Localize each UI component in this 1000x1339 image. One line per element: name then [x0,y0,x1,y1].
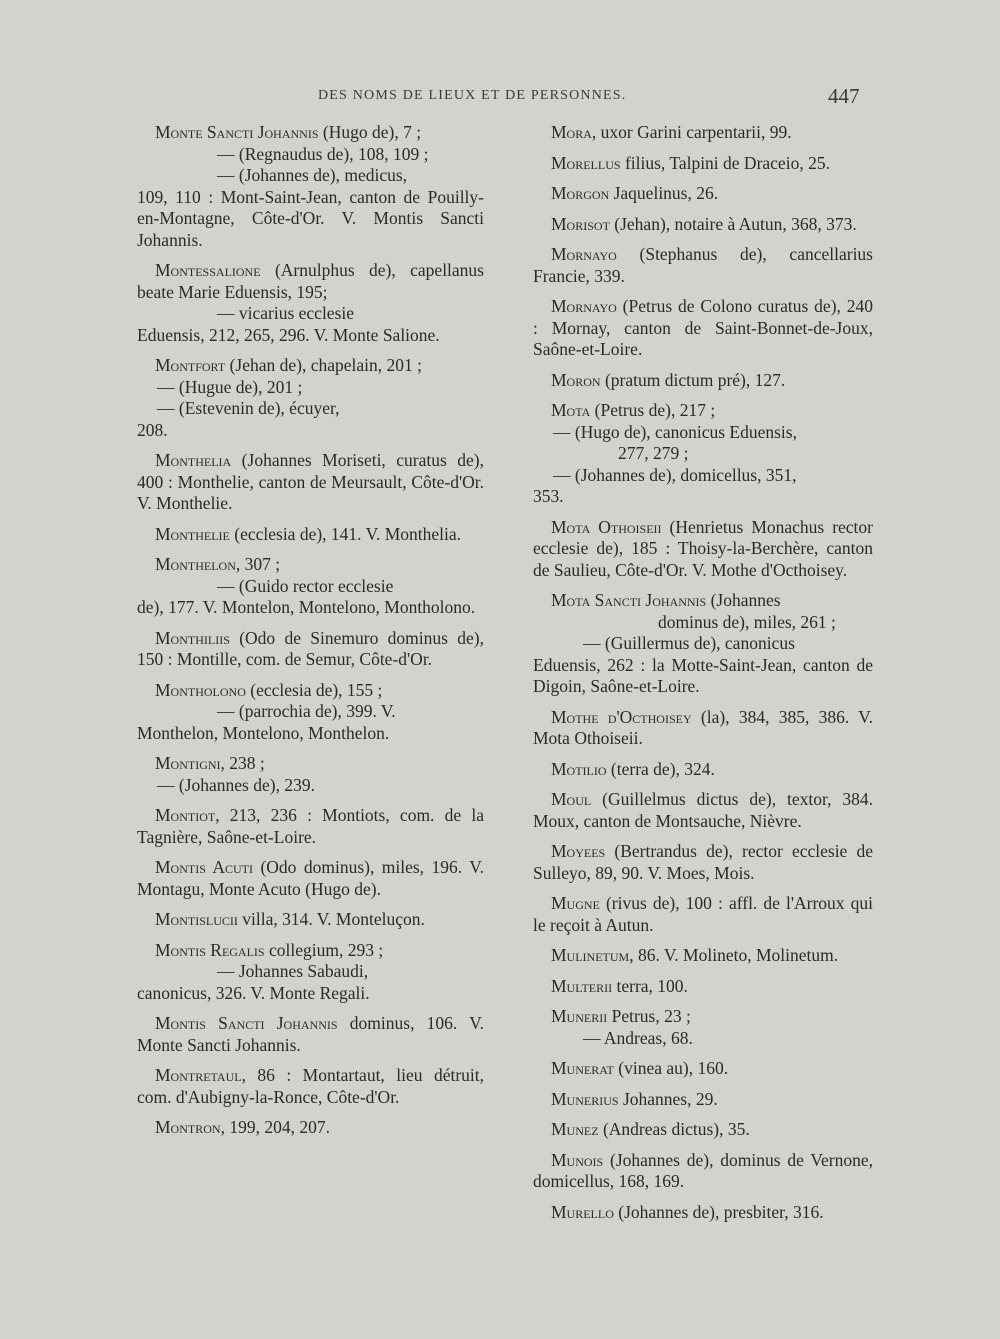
index-entry: Monthelon, 307 ; — (Guido rector ecclesie de), 177. V. Montelon, Montelono, Montholono. [137,554,484,619]
sub-entry: — (Johannes de), domicellus, 351, [553,464,797,485]
sub-entry: — (Estevenin de), écuyer, [157,398,340,418]
index-entry: Munez (Andreas dictus), 35. [551,1119,750,1139]
index-entry: Monthelia (Johannes Moriseti, curatus de), 400 : Monthelie, canton de Meursault, Côte-d'Or. V. Monthelie. [137,450,484,513]
index-entry: Morisot (Jehan), notaire à Autun, 368, 373. [551,213,857,234]
index-entry: Mota Sancti Johannis (Johannes dominus de), miles, 261 ; — (Guillermus de), canonicus Eduensis, 262 : la Motte-Saint-Jean, canton de Digoin, Saône-et-Loire. [533,590,873,696]
entry-head: Mornayo [551,244,617,264]
index-entry: Moul (Guillelmus dictus de), textor, 384. Moux, canton de Montsauche, Nièvre. [533,789,873,831]
sub-entry: — (Johannes de), medicus, [217,165,408,185]
entry-head: Monthelie [155,523,230,544]
entry-head: Morgon [551,183,610,203]
index-entry: Mota Othoiseii (Henrietus Monachus rector ecclesie de), 185 : Thoisy-la-Berchère, canton de Saulieu, Côte-d'Or. V. Mothe d'Octhoisey. [533,516,873,580]
sub-entry: — vicarius ecclesie [217,303,355,323]
entry-head: Montislucii [155,909,238,929]
entry-head: Morellus [551,152,621,173]
index-entry: Monthiliis (Odo de Sinemuro dominus de), 150 : Montille, com. de Semur, Côte-d'Or. [137,627,484,669]
entry-head: Mothe d'Octhoisey [551,706,692,727]
entry-head: Monte Sancti Johannis [155,122,319,142]
running-header: DES NOMS DE LIEUX ET DE PERSONNES. [318,88,627,103]
index-entry: Moron (pratum dictum pré), 127. [551,369,786,390]
index-entry: Munerii Petrus, 23 ; — Andreas, 68. [533,1006,873,1049]
entry-head: Monthelon [155,554,236,574]
index-entry: Mora, uxor Garini carpentarii, 99. [551,122,792,142]
entry-head: Mota [551,400,591,420]
entry-head: Mota Sancti Johannis [551,590,707,610]
index-entry: Mota (Petrus de), 217 ; — (Hugo de), canonicus Eduensis, 277, 279 ; — (Johannes de), domicellus, 351, 353. [533,400,873,508]
index-entry: Munerius Johannes, 29. [551,1088,718,1109]
entry-head: Mota Othoiseii [551,516,662,537]
index-entry: Montfort (Jehan de), chapelain, 201 ; — (Hugue de), 201 ; — (Estevenin de), écuyer, 208. [137,355,484,441]
entry-head: Munois [551,1149,604,1170]
index-entry: Morellus filius, Talpini de Draceio, 25. [551,152,830,173]
entry-head: Munez [551,1119,599,1139]
sub-entry: — (Guido rector ecclesie [217,575,394,596]
entry-head: Monthiliis [155,627,230,648]
entry-head: Montis Acuti [155,857,253,877]
entry-head: Multerii [551,975,613,996]
entry-head: Moron [551,369,601,390]
index-entry: Montron, 199, 204, 207. [155,1117,330,1137]
entry-head: Motilio [551,758,607,779]
index-entry: Montretaul, 86 : Montartaut, lieu détruit, com. d'Aubigny-la-Ronce, Côte-d'Or. [137,1065,484,1107]
entry-head: Montiot [155,805,216,825]
index-entry: Monte Sancti Johannis (Hugo de), 7 ; — (Regnaudus de), 108, 109 ; — (Johannes de), medicus, 109, 110 : Mont-Saint-Jean, canton de Pouilly-en-Montagne, Côte-d'Or. V. Montis Sancti Johannis. [137,122,484,250]
entry-head: Munerius [551,1088,619,1109]
index-entry: Montigni, 238 ; — (Johannes de), 239. [137,753,484,796]
entry-head: Murello [551,1201,614,1222]
entry-head: Munerat [551,1058,614,1078]
entry-head: Montfort [155,355,226,375]
page-number: 447 [828,84,860,108]
sub-entry: — Johannes Sabaudi, [217,961,369,981]
entry-head: Monthelia [155,450,232,470]
entry-head: Montholono [155,679,246,700]
entry-head: Mulinetum [551,945,630,965]
entry-head: Morisot [551,213,610,234]
entry-head: Montretaul [155,1065,242,1085]
index-entry: Motilio (terra de), 324. [551,758,715,779]
entry-head: Mugne [551,893,600,913]
index-entry: Mothe d'Octhoisey (la), 384, 385, 386. V. Mota Othoiseii. [533,706,873,748]
index-entry: Mulinetum, 86. V. Molineto, Molinetum. [551,945,839,965]
index-entry: Mornayo (Stephanus de), cancellarius Francie, 339. [533,244,873,286]
index-entry: Munois (Johannes de), dominus de Vernone, domicellus, 168, 169. [533,1149,873,1191]
sub-entry: — Andreas, 68. [583,1027,693,1048]
entry-head: Munerii [551,1006,608,1026]
sub-entry: — (Regnaudus de), 108, 109 ; [217,143,429,164]
index-entry: Munerat (vinea au), 160. [551,1058,729,1078]
index-entry: Moyees (Bertrandus de), rector ecclesie de Sulleyo, 89, 90. V. Moes, Mois. [533,841,873,883]
index-entry: Montiot, 213, 236 : Montiots, com. de la Tagnière, Saône-et-Loire. [137,805,484,847]
index-entry: Montis Sancti Johannis dominus, 106. V. Monte Sancti Johannis. [137,1013,484,1055]
entry-head: Montron [155,1117,221,1137]
index-entry: Mugne (rivus de), 100 : affl. de l'Arroux qui le reçoit à Autun. [533,893,873,935]
entry-head: Montigni [155,753,221,773]
entry-head: Montessalione [155,260,261,280]
sub-entry: — (Hugue de), 201 ; [157,376,303,397]
index-entry: Murello (Johannes de), presbiter, 316. [551,1201,824,1222]
entry-head: Moul [551,789,592,809]
index-entry: Montessalione (Arnulphus de), capellanus beate Marie Eduensis, 195; — vicarius ecclesie Eduensis, 212, 265, 296. V. Monte Salione. [137,260,484,345]
index-entry: Montis Acuti (Odo dominus), miles, 196. V. Montagu, Monte Acuto (Hugo de). [137,857,484,899]
sub-entry: — (Hugo de), canonicus Eduensis, [553,421,797,442]
entry-head: Moyees [551,841,606,861]
index-entry: Mornayo (Petrus de Colono curatus de), 240 : Mornay, canton de Saint-Bonnet-de-Joux, Saône-et-Loire. [533,296,873,359]
sub-entry: — (parrochia de), 399. V. [217,701,396,721]
index-entry: Montislucii villa, 314. V. Monteluçon. [155,909,425,929]
sub-entry: — (Guillermus de), canonicus [583,633,795,653]
index-entry: Morgon Jaquelinus, 26. [551,183,719,203]
entry-head: Montis Regalis [155,939,265,960]
index-entry: Montis Regalis collegium, 293 ; — Johannes Sabaudi, canonicus, 326. V. Monte Regali. [137,940,484,1005]
sub-entry: — (Johannes de), 239. [157,774,315,795]
entry-head: Montis Sancti Johannis [155,1013,338,1033]
index-entry: Multerii terra, 100. [551,975,688,996]
right-column [533,122,873,1232]
entry-head: Mornayo [551,296,617,316]
index-entry: Monthelie (ecclesia de), 141. V. Monthelia. [155,523,462,544]
index-entry: Montholono (ecclesia de), 155 ; — (parrochia de), 399. V. Monthelon, Montelono, Monthelon. [137,680,484,745]
left-column [137,122,484,1148]
entry-head: Mora [551,122,592,142]
